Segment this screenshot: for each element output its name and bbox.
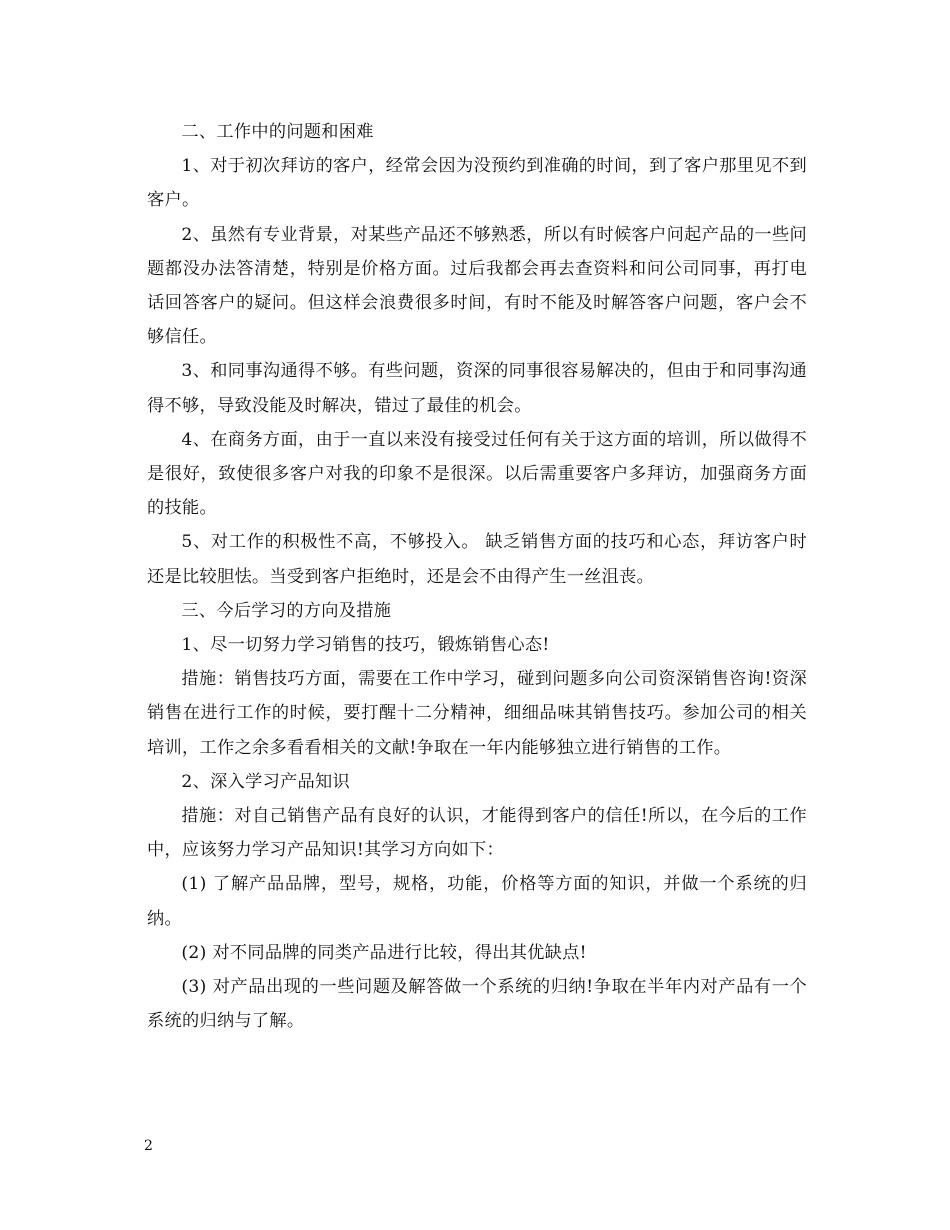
- paragraph-measure-1: 措施：销售技巧方面，需要在工作中学习，碰到问题多向公司资深销售咨询!资深销售在进行工作的时候，要打醒十二分精神，细细品味其销售技巧。参加公司的相关培训，工作之余多看看相关的文献!争取在一年内能够独立进行销售的工作。: [147, 669, 807, 758]
- list-item-3: (3) 对产品出现的一些问题及解答做一个系统的归纳!争取在半年内对产品有一个系统的归纳与了解。: [147, 977, 807, 1032]
- page-number: 2: [144, 1138, 153, 1154]
- document-body: [147, 115, 807, 1038]
- paragraph-problem-5: 5、对工作的积极性不高，不够投入。 缺乏销售方面的技巧和心态，拜访客户时还是比较胆怯。当受到客户拒绝时，还是会不由得产生一丝沮丧。: [147, 532, 807, 587]
- paragraph-problem-4: 4、在商务方面，由于一直以来没有接受过任何有关于这方面的培训，所以做得不是很好，致使很多客户对我的印象不是很深。以后需重要客户多拜访，加强商务方面的技能。: [147, 429, 807, 519]
- paragraph-problem-2: 2、虽然有专业背景，对某些产品还不够熟悉，所以有时候客户问起产品的一些问题都没办法答清楚，特别是价格方面。过后我都会再去查资料和问公司同事，再打电话回答客户的疑问。但这样会浪费很多时间，有时不能及时解答客户问题，客户会不够信任。: [147, 224, 807, 348]
- section-heading-problems: 二、工作中的问题和困难: [181, 122, 374, 142]
- paragraph-problem-3: 3、和同事沟通得不够。有些问题，资深的同事很容易解决的，但由于和同事沟通得不够，导致没能及时解决，错过了最佳的机会。: [147, 361, 807, 416]
- paragraph-goal-1: 1、尽一切努力学习销售的技巧，锻炼销售心态!: [181, 635, 550, 656]
- paragraph-problem-1: 1、对于初次拜访的客户，经常会因为没预约到准确的时间，到了客户那里见不到客户。: [147, 156, 807, 211]
- paragraph-goal-2: 2、深入学习产品知识: [181, 771, 351, 792]
- paragraph-measure-2: 措施：对自己销售产品有良好的认识，才能得到客户的信任!所以，在今后的工作中，应该努力学习产品知识!其学习方向如下：: [147, 806, 807, 861]
- section-heading-future-learning: 三、今后学习的方向及措施: [181, 600, 392, 621]
- list-item-2: (2) 对不同品牌的同类产品进行比较，得出其优缺点!: [181, 942, 587, 963]
- list-item-1: (1) 了解产品品牌，型号，规格，功能，价格等方面的知识，并做一个系统的归纳。: [147, 874, 807, 929]
